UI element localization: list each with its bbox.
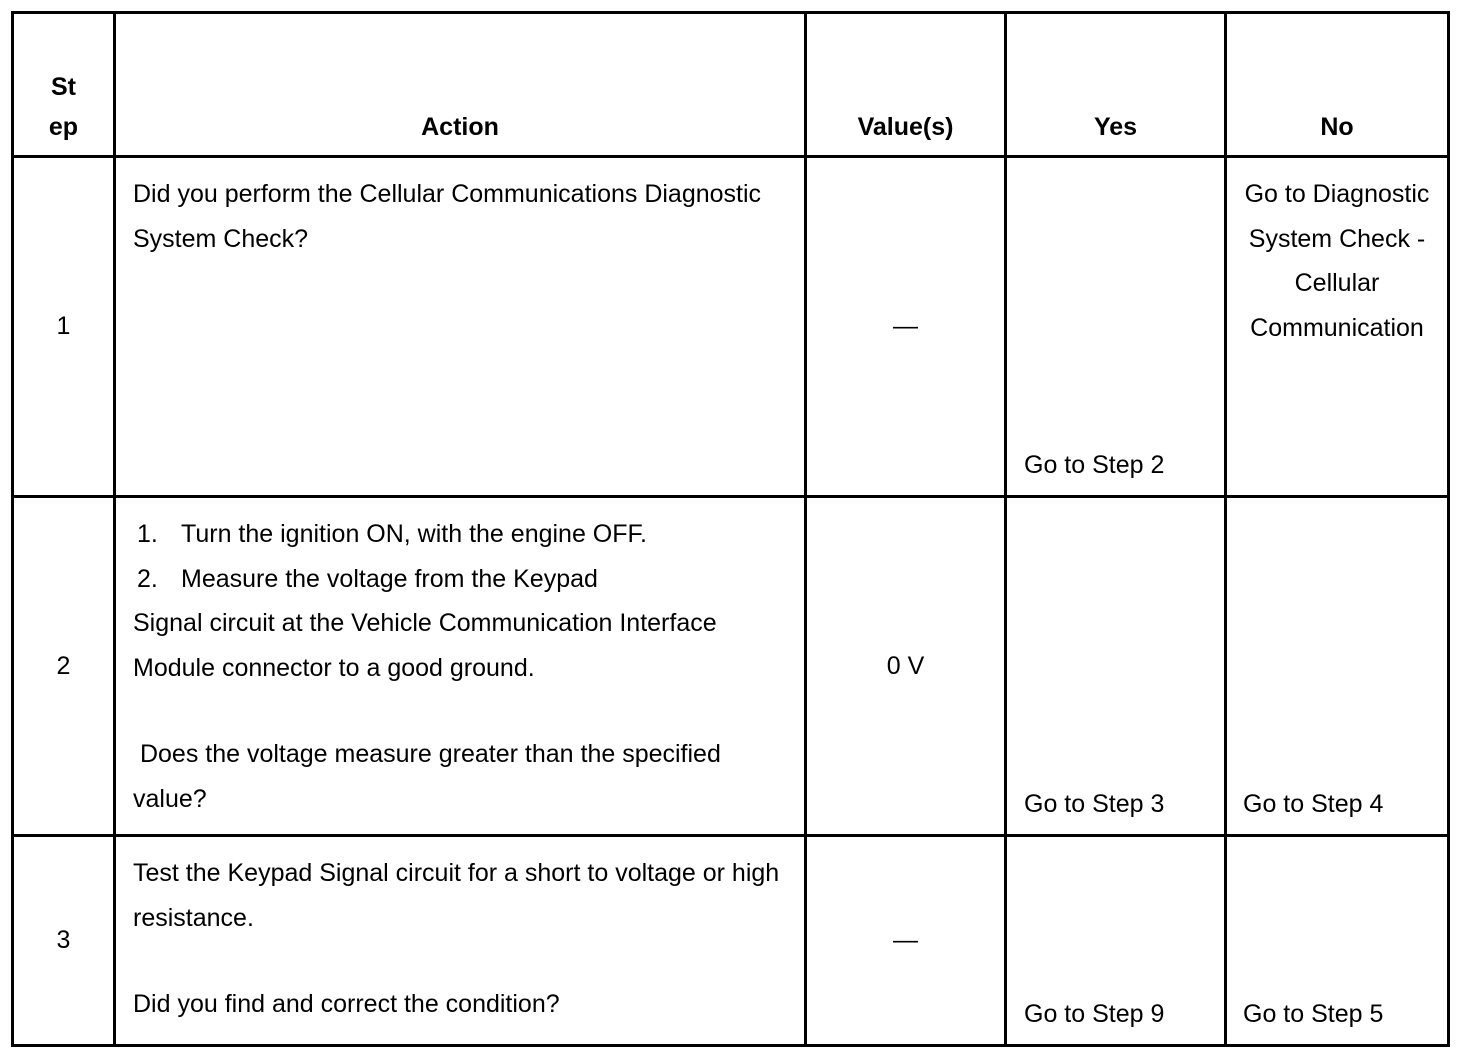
table-header-row <box>13 13 1449 157</box>
header-action: Action <box>115 13 806 157</box>
action-cell <box>115 497 806 836</box>
header-values: Value(s) <box>806 13 1006 157</box>
list-item-number: 1. <box>137 520 158 548</box>
list-item <box>133 557 794 602</box>
table-row <box>13 836 1449 1046</box>
list-item-number: 2. <box>137 564 158 593</box>
action-step-list <box>133 512 794 601</box>
spacer <box>133 940 794 982</box>
value-cell: — <box>806 836 1006 1046</box>
action-text: Test the Keypad Signal circuit for a short to voltage or high resistance. <box>133 859 787 932</box>
list-item-text: Turn the ignition ON, with the engine OFF. <box>181 520 647 548</box>
no-cell: Go to Diagnostic System Check - Cellular Communication <box>1226 157 1449 497</box>
value-cell: — <box>806 157 1006 497</box>
no-cell: Go to Step 4 <box>1226 497 1449 836</box>
table-row <box>13 157 1449 497</box>
action-question: Did you find and correct the condition? <box>133 990 560 1018</box>
header-step <box>13 13 115 157</box>
action-question: Does the voltage measure greater than the specified value? <box>133 740 728 813</box>
no-cell: Go to Step 5 <box>1226 836 1449 1046</box>
table-row <box>13 497 1449 836</box>
action-continuation: Signal circuit at the Vehicle Communication Interface Module connector to a good ground. <box>133 609 724 682</box>
action-cell <box>115 836 806 1046</box>
action-text: Did you perform the Cellular Communications Diagnostic System Check? <box>133 180 768 253</box>
action-cell <box>115 157 806 497</box>
header-step-line2: ep <box>48 113 79 141</box>
diagnostic-table <box>11 11 1450 1047</box>
list-item-text: Measure the voltage from the Keypad <box>181 564 598 593</box>
yes-cell: Go to Step 9 <box>1006 836 1226 1046</box>
step-number: 3 <box>13 836 115 1046</box>
header-step-line1: St <box>51 73 76 101</box>
header-yes: Yes <box>1006 13 1226 157</box>
yes-cell: Go to Step 2 <box>1006 157 1226 497</box>
value-cell: 0 V <box>806 497 1006 836</box>
step-number: 2 <box>13 497 115 836</box>
step-number: 1 <box>13 157 115 497</box>
header-no: No <box>1226 13 1449 157</box>
list-item <box>133 512 794 557</box>
yes-cell: Go to Step 3 <box>1006 497 1226 836</box>
spacer <box>133 690 794 732</box>
